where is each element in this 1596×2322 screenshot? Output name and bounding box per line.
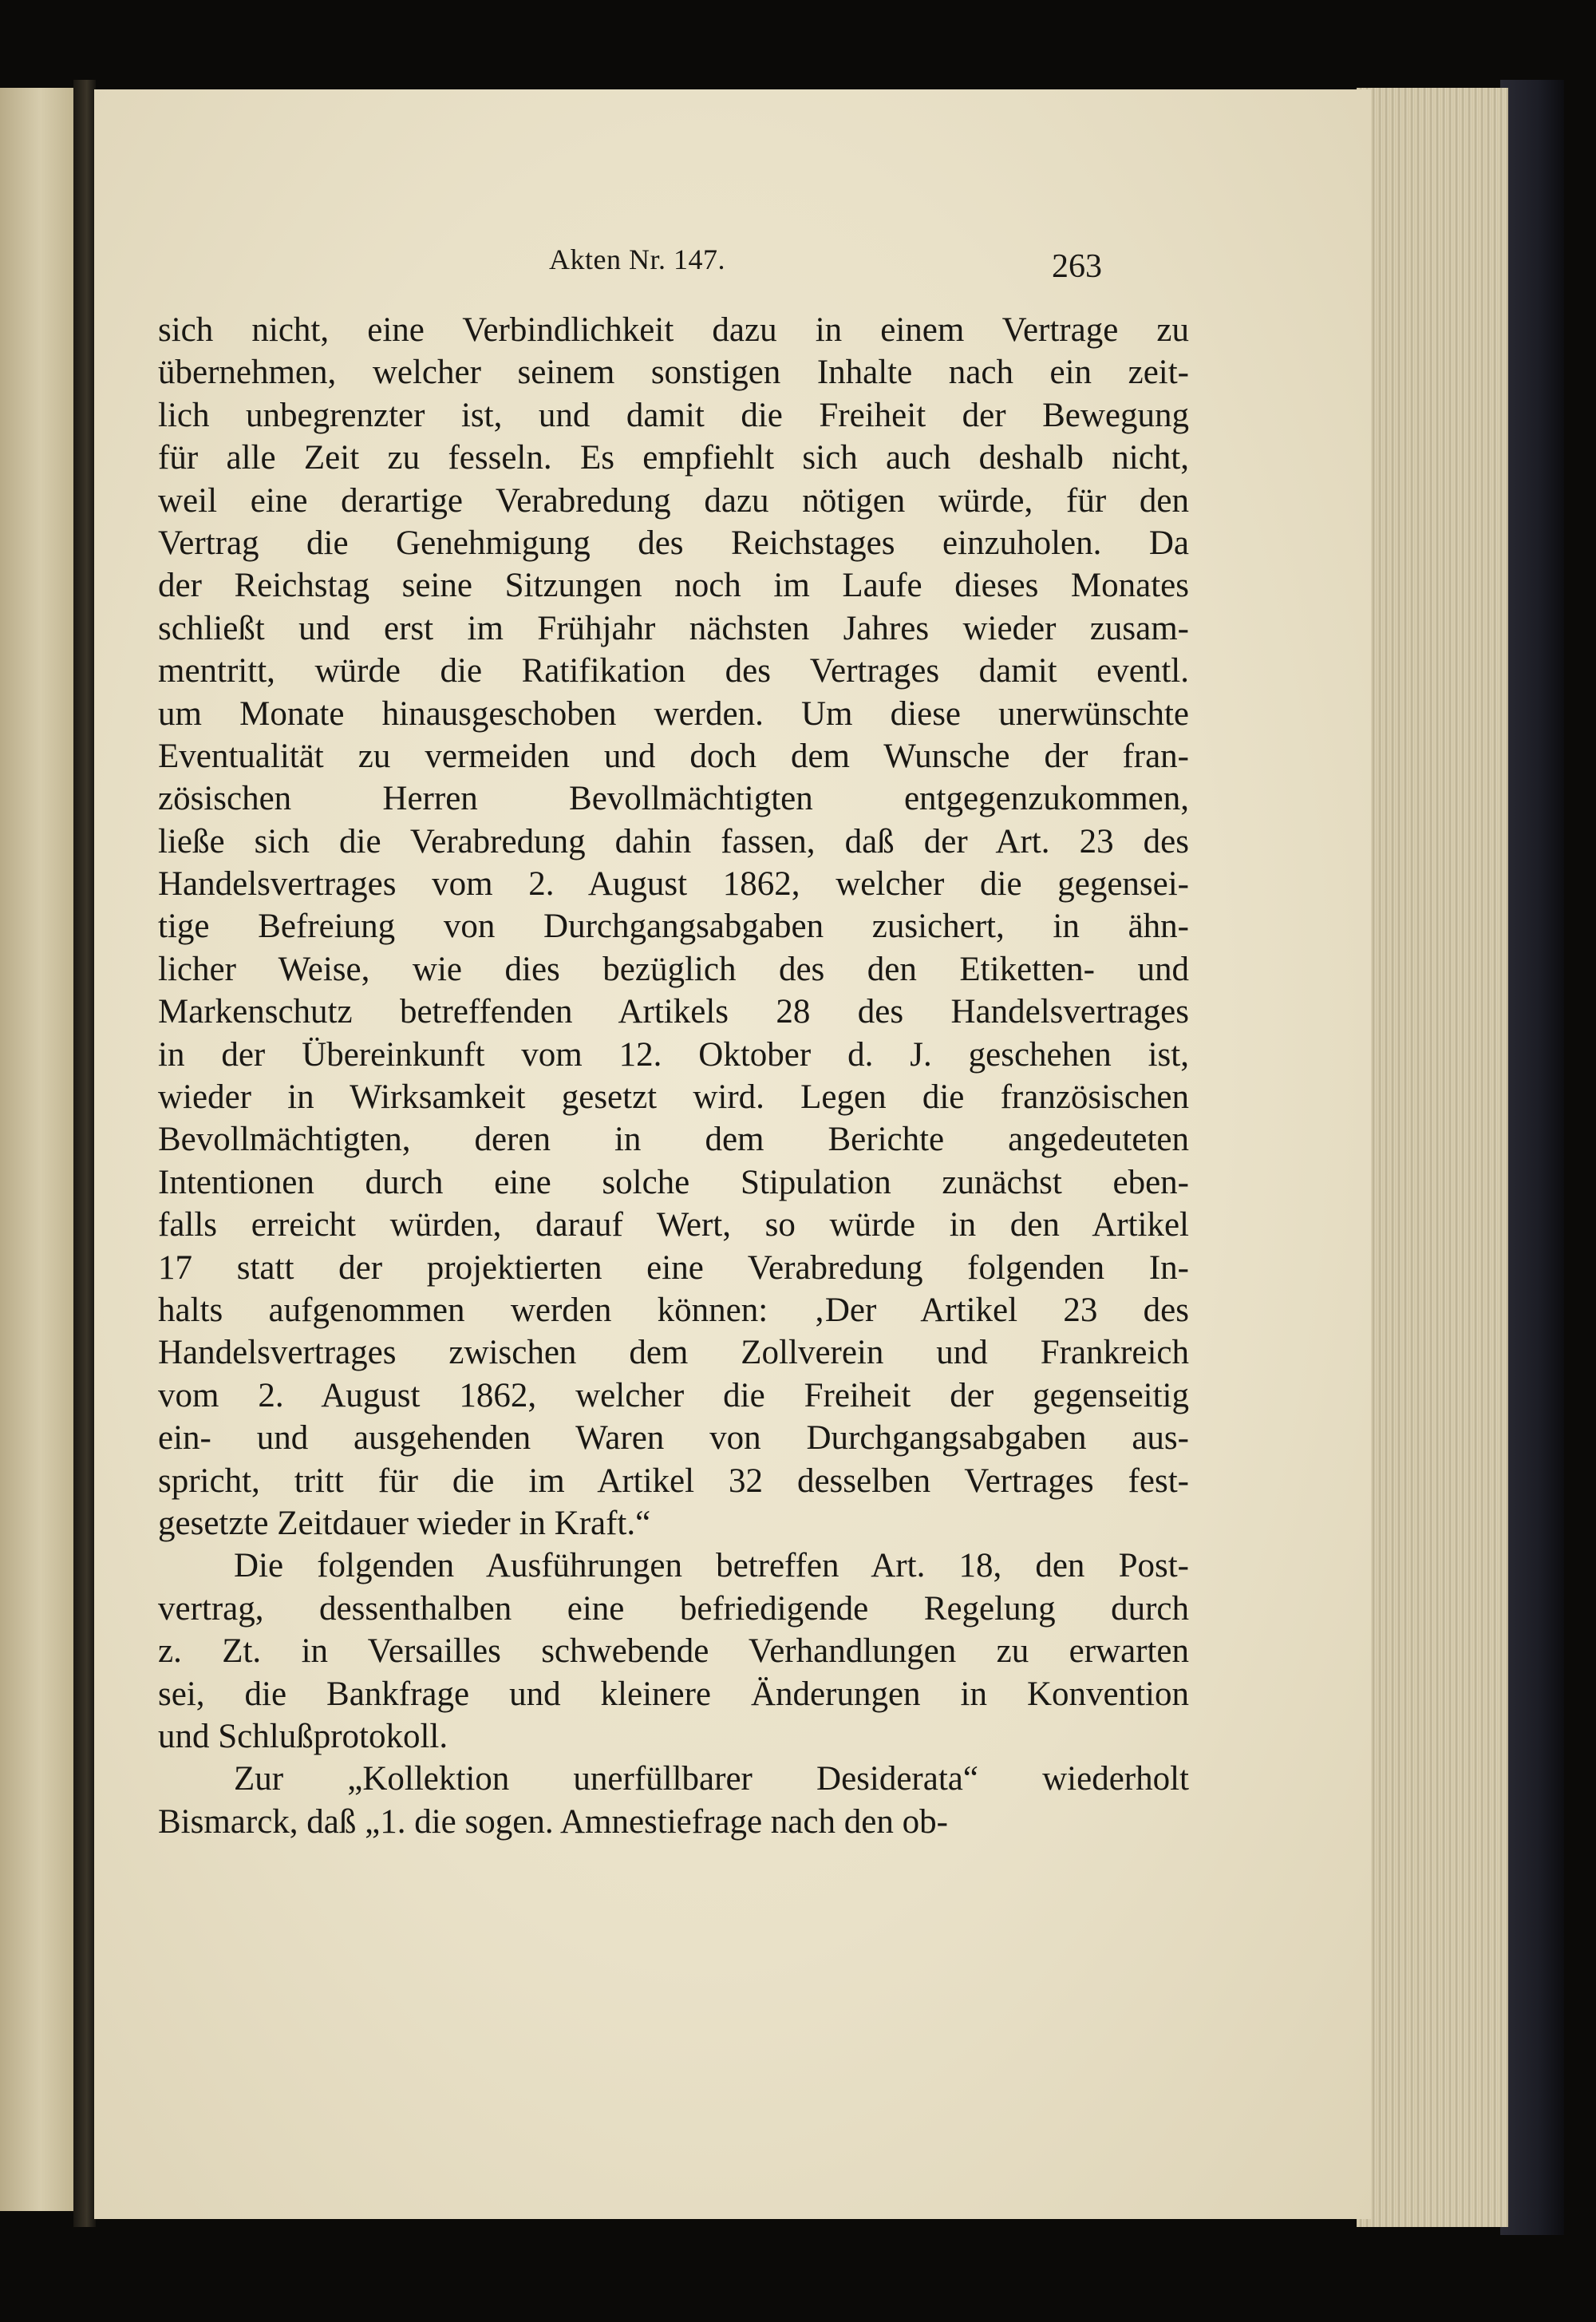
text-line: z. Zt. in Versailles schwebende Verhandlungen zu erwarten	[158, 1632, 1189, 1671]
text-line: Handelsvertrages vom 2. August 1862, welcher die gegensei-	[158, 865, 1189, 904]
previous-page-edge	[0, 88, 73, 2211]
text-line: ließe sich die Verabredung dahin fassen, daß der Art. 23 des	[158, 822, 1189, 860]
text-line: sich nicht, eine Verbindlichkeit dazu in einem Vertrage zu	[158, 311, 1189, 349]
text-line: vertrag, dessenthalben eine befriedigende Regelung durch	[158, 1589, 1189, 1628]
text-line: übernehmen, welcher seinem sonstigen Inhalte nach ein zeit-	[158, 354, 1189, 392]
page-number: 263	[1052, 248, 1102, 285]
text-line: der Reichstag seine Sitzungen noch im Laufe dieses Monates	[158, 567, 1189, 605]
text-line: Handelsvertrages zwischen dem Zollverein und Frankreich	[158, 1334, 1189, 1372]
text-line: lich unbegrenzter ist, und damit die Freiheit der Bewegung	[158, 396, 1189, 434]
page-block-edges	[1357, 88, 1508, 2227]
text-line: halts aufgenommen werden können: ‚Der Artikel 23 des	[158, 1291, 1189, 1329]
text-line: für alle Zeit zu fesseln. Es empfiehlt sich auch deshalb nicht,	[158, 439, 1189, 477]
book-cover-binding	[1500, 80, 1564, 2235]
text-line: Bevollmächtigten, deren in dem Berichte angedeuteten	[158, 1121, 1189, 1159]
text-line: Zur „Kollektion unerfüllbarer Desiderata“ wiederholt	[234, 1760, 1189, 1798]
paragraph	[158, 1545, 1189, 1758]
text-line: falls erreicht würden, darauf Wert, so würde in den Artikel	[158, 1206, 1189, 1244]
text-line: weil eine derartige Verabredung dazu nötigen würde, für den	[158, 481, 1189, 520]
text-line: gesetzte Zeitdauer wieder in Kraft.“	[158, 1504, 651, 1542]
text-line: sei, die Bankfrage und kleinere Änderungen in Konvention	[158, 1675, 1189, 1713]
paragraph	[158, 309, 1189, 1545]
body-text	[158, 309, 1189, 1843]
text-line: um Monate hinausgeschoben werden. Um diese unerwünschte	[158, 694, 1189, 733]
text-line: spricht, tritt für die im Artikel 32 desselben Vertrages fest-	[158, 1462, 1189, 1500]
text-line: Eventualität zu vermeiden und doch dem Wunsche der fran-	[158, 737, 1189, 775]
text-line: Markenschutz betreffenden Artikels 28 des Handelsvertrages	[158, 993, 1189, 1031]
text-line: licher Weise, wie dies bezüglich des den Etiketten- und	[158, 950, 1189, 988]
text-line: wieder in Wirksamkeit gesetzt wird. Legen die französischen	[158, 1078, 1189, 1117]
text-line: und Schlußprotokoll.	[158, 1717, 448, 1755]
text-line: Die folgenden Ausführungen betreffen Art. 18, den Post-	[234, 1547, 1189, 1585]
text-line: tige Befreiung von Durchgangsabgaben zusichert, in ähn-	[158, 908, 1189, 946]
text-line: Intentionen durch eine solche Stipulation zunächst eben-	[158, 1163, 1189, 1201]
paragraph	[158, 1758, 1189, 1843]
text-line: in der Übereinkunft vom 12. Oktober d. J. geschehen ist,	[158, 1035, 1189, 1074]
text-line: 17 statt der projektierten eine Verabredung folgenden In-	[158, 1248, 1189, 1287]
text-line: Bismarck, daß „1. die sogen. Amnestiefrage nach den ob-	[158, 1802, 948, 1841]
text-line: Vertrag die Genehmigung des Reichstages einzuholen. Da	[158, 524, 1189, 562]
text-line: schließt und erst im Frühjahr nächsten Jahres wieder zusam-	[158, 609, 1189, 647]
text-line: mentritt, würde die Ratifikation des Vertrages damit eventl.	[158, 652, 1189, 690]
text-line: vom 2. August 1862, welcher die Freiheit der gegenseitig	[158, 1376, 1189, 1414]
text-line: ein- und ausgehenden Waren von Durchgangsabgaben aus-	[158, 1419, 1189, 1458]
text-line: zösischen Herren Bevollmächtigten entgegenzukommen,	[158, 780, 1189, 818]
book-page	[94, 89, 1371, 2219]
running-head: Akten Nr. 147.	[549, 243, 725, 275]
page-header	[94, 243, 1371, 291]
book-gutter	[73, 80, 96, 2227]
